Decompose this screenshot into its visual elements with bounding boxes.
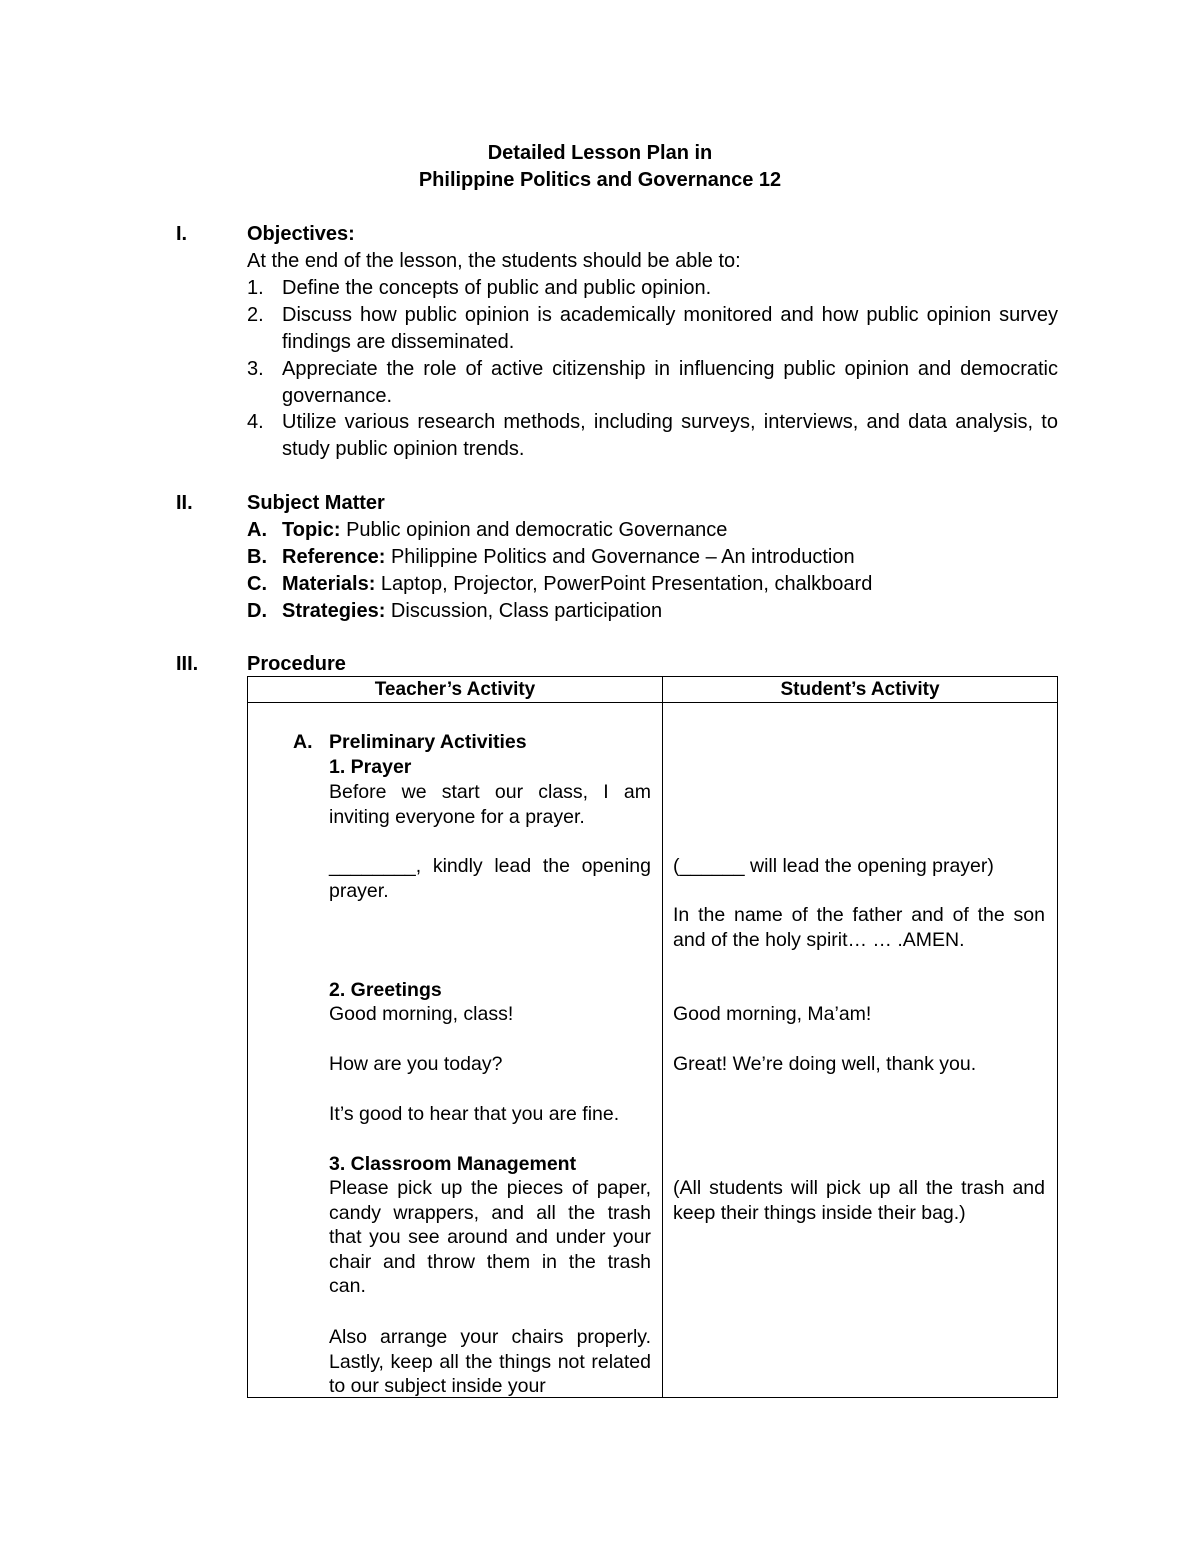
item-value: Philippine Politics and Governance – An introduction	[385, 546, 855, 568]
student-prayer: In the name of the father and of the son and of the holy spirit… … .AMEN.	[673, 904, 1045, 951]
item-label: Topic:	[282, 519, 341, 541]
student-management-response: (All students will pick up all the trash and keep their things inside their bag.)	[673, 1177, 1045, 1224]
section-numeral-3: III.	[176, 653, 199, 675]
item-letter: A.	[247, 519, 267, 541]
item-value: Public opinion and democratic Governance	[340, 519, 728, 541]
classroom-management-text: Please pick up the pieces of paper, candy wrappers, and all the trash that you see around and under your chair and throw them in the trash can.	[329, 1177, 651, 1298]
prayer-text: Before we start our class, I am inviting everyone for a prayer.	[329, 781, 651, 828]
procedure-heading: Procedure	[247, 653, 346, 675]
objective-text: Define the concepts of public and public opinion.	[282, 277, 712, 299]
objective-text: Utilize various research methods, including surveys, interviews, and data analysis, to study public opinion trends.	[282, 411, 1058, 460]
subject-matter-heading: Subject Matter	[247, 492, 385, 514]
preliminary-letter: A.	[293, 731, 313, 753]
item-letter: D.	[247, 600, 267, 622]
teacher-activity-header: Teacher’s Activity	[374, 679, 536, 700]
section-numeral-2: II.	[176, 492, 193, 514]
greeting-line: Good morning, class!	[329, 1003, 514, 1025]
document-title-line1: Detailed Lesson Plan in	[487, 142, 713, 164]
objective-text: Discuss how public opinion is academically monitored and how public opinion survey findings are disseminated.	[282, 304, 1058, 353]
classroom-management-text-2: Also arrange your chairs properly. Lastly, keep all the things not related to our subject inside your	[329, 1326, 651, 1398]
item-letter: B.	[247, 546, 267, 568]
greeting-line: How are you today?	[329, 1053, 503, 1075]
student-prayer-lead: (______ will lead the opening prayer)	[673, 855, 994, 877]
student-greeting: Great! We’re doing well, thank you.	[673, 1053, 977, 1075]
section-numeral-1: I.	[176, 223, 188, 245]
objective-number: 1.	[247, 277, 264, 299]
greetings-title: 2. Greetings	[329, 979, 442, 1001]
objective-number: 3.	[247, 358, 264, 380]
procedure-table	[247, 676, 1058, 1398]
objectives-heading: Objectives:	[247, 223, 355, 245]
objective-number: 2.	[247, 304, 264, 326]
student-activity-header: Student’s Activity	[780, 679, 940, 700]
prayer-lead-text: ________, kindly lead the opening prayer.	[329, 855, 651, 902]
item-value: Laptop, Projector, PowerPoint Presentation, chalkboard	[375, 573, 873, 595]
prayer-title: 1. Prayer	[329, 756, 412, 778]
header-divider	[248, 702, 1057, 703]
classroom-management-title: 3. Classroom Management	[329, 1153, 577, 1175]
item-label: Materials:	[282, 573, 376, 595]
document-title-line2: Philippine Politics and Governance 12	[418, 169, 782, 191]
preliminary-title: Preliminary Activities	[329, 731, 527, 753]
item-letter: C.	[247, 573, 267, 595]
objective-number: 4.	[247, 411, 264, 433]
objective-text: Appreciate the role of active citizenship in influencing public opinion and democratic governance.	[282, 358, 1058, 407]
item-value: Discussion, Class participation	[385, 600, 663, 622]
student-greeting: Good morning, Ma’am!	[673, 1003, 872, 1025]
item-label: Strategies:	[282, 600, 386, 622]
greeting-line: It’s good to hear that you are fine.	[329, 1103, 620, 1125]
column-divider	[662, 677, 663, 1397]
item-label: Reference:	[282, 546, 386, 568]
objectives-intro: At the end of the lesson, the students should be able to:	[247, 250, 741, 272]
